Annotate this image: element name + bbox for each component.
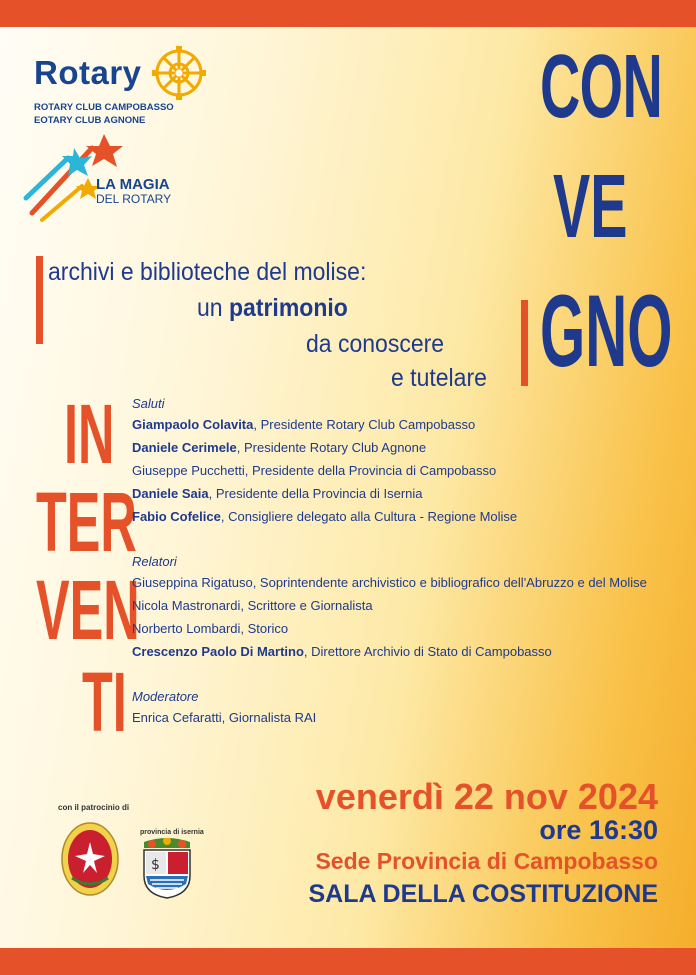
bottom-bar bbox=[0, 948, 696, 975]
club-agnone: EOTARY CLUB AGNONE bbox=[34, 115, 146, 126]
provincia-isernia-crest-icon bbox=[140, 838, 194, 900]
event-date: venerdì 22 nov 2024 bbox=[315, 776, 658, 817]
speaker-row bbox=[132, 463, 672, 478]
speaker-row bbox=[132, 621, 672, 636]
headline-ve: VE bbox=[553, 157, 628, 257]
section-gap bbox=[132, 532, 672, 554]
headline-gno: GNO bbox=[540, 274, 673, 388]
title-line2-bold: patrimonio bbox=[228, 294, 348, 322]
speaker-row bbox=[132, 486, 672, 501]
speaker-role: , Consigliere delegato alla Cultura - Regione Molise bbox=[220, 509, 518, 524]
rotary-logo-word: Rotary bbox=[34, 54, 142, 91]
provincia-campobasso-crest-icon bbox=[60, 820, 120, 898]
relatori-label: Relatori bbox=[132, 554, 177, 569]
speaker-role: , Scrittore e Giornalista bbox=[240, 598, 373, 613]
club-campobasso: ROTARY CLUB CAMPOBASSO bbox=[34, 102, 174, 113]
speaker-row bbox=[132, 509, 672, 524]
speaker-row bbox=[132, 575, 672, 590]
speaker-role: , Presidente della Provincia di Campobasso bbox=[244, 463, 497, 478]
speaker-row bbox=[132, 710, 672, 725]
svg-text:$: $ bbox=[151, 857, 160, 873]
magia-title: LA MAGIA bbox=[96, 176, 170, 193]
speaker-role: , Storico bbox=[240, 621, 289, 636]
title-line4: e tutelare bbox=[391, 364, 487, 392]
speaker-row bbox=[132, 644, 672, 659]
speaker-role: , Direttore Archivio di Stato di Campobasso bbox=[303, 644, 552, 659]
speaker-name: Giampaolo Colavita bbox=[132, 417, 254, 432]
rotary-wheel-icon bbox=[152, 46, 206, 100]
speaker-role: , Presidente Rotary Club Campobasso bbox=[253, 417, 476, 432]
speaker-role: , Presidente della Provincia di Isernia bbox=[208, 486, 423, 501]
provincia-isernia-label: provincia di isernia bbox=[140, 829, 204, 836]
interventi-ven: VEN bbox=[36, 563, 140, 657]
saluti-label: Saluti bbox=[132, 396, 165, 411]
speaker-name: Crescenzo Paolo Di Martino bbox=[132, 644, 304, 659]
interventi-ter: TER bbox=[36, 475, 137, 569]
speaker-name: Norberto Lombardi bbox=[132, 621, 241, 636]
title-line3: da conoscere bbox=[306, 330, 445, 358]
speaker-row bbox=[132, 417, 672, 432]
speaker-name: Daniele Saia bbox=[132, 486, 209, 501]
speaker-name: Daniele Cerimele bbox=[132, 440, 237, 455]
headline-con: CON bbox=[540, 37, 663, 137]
speaker-name: Giuseppina Rigatuso bbox=[132, 575, 253, 590]
speaker-name: Enrica Cefaratti bbox=[132, 710, 222, 725]
event-time: ore 16:30 bbox=[539, 815, 658, 845]
speaker-row bbox=[132, 598, 672, 613]
title-line2-prefix: un bbox=[197, 294, 229, 322]
speaker-name: Nicola Mastronardi bbox=[132, 598, 241, 613]
accent-bar-right bbox=[521, 300, 528, 386]
title-line1: archivi e biblioteche del molise: bbox=[48, 258, 367, 286]
speaker-role: , Presidente Rotary Club Agnone bbox=[236, 440, 427, 455]
speaker-name: Giuseppe Pucchetti bbox=[132, 463, 245, 478]
speaker-row bbox=[132, 440, 672, 455]
speaker-role: , Giornalista RAI bbox=[221, 710, 317, 725]
event-venue: Sede Provincia di Campobasso bbox=[315, 848, 658, 874]
title-line2 bbox=[197, 294, 348, 323]
magia-subtitle: DEL ROTARY bbox=[96, 192, 172, 206]
speaker-name: Fabio Cofelice bbox=[132, 509, 221, 524]
accent-bar-left bbox=[36, 256, 43, 344]
program-list bbox=[132, 396, 672, 733]
moderatore-label: Moderatore bbox=[132, 689, 199, 704]
interventi-ti: TI bbox=[82, 655, 127, 749]
interventi-in: IN bbox=[64, 387, 115, 481]
speaker-role: , Soprintendente archivistico e bibliografico dell'Abruzzo e del Molise bbox=[252, 575, 647, 590]
patronage-label: con il patrocinio di bbox=[58, 803, 130, 812]
top-bar bbox=[0, 0, 696, 27]
event-room: SALA DELLA COSTITUZIONE bbox=[308, 880, 658, 908]
section-gap bbox=[132, 667, 672, 689]
